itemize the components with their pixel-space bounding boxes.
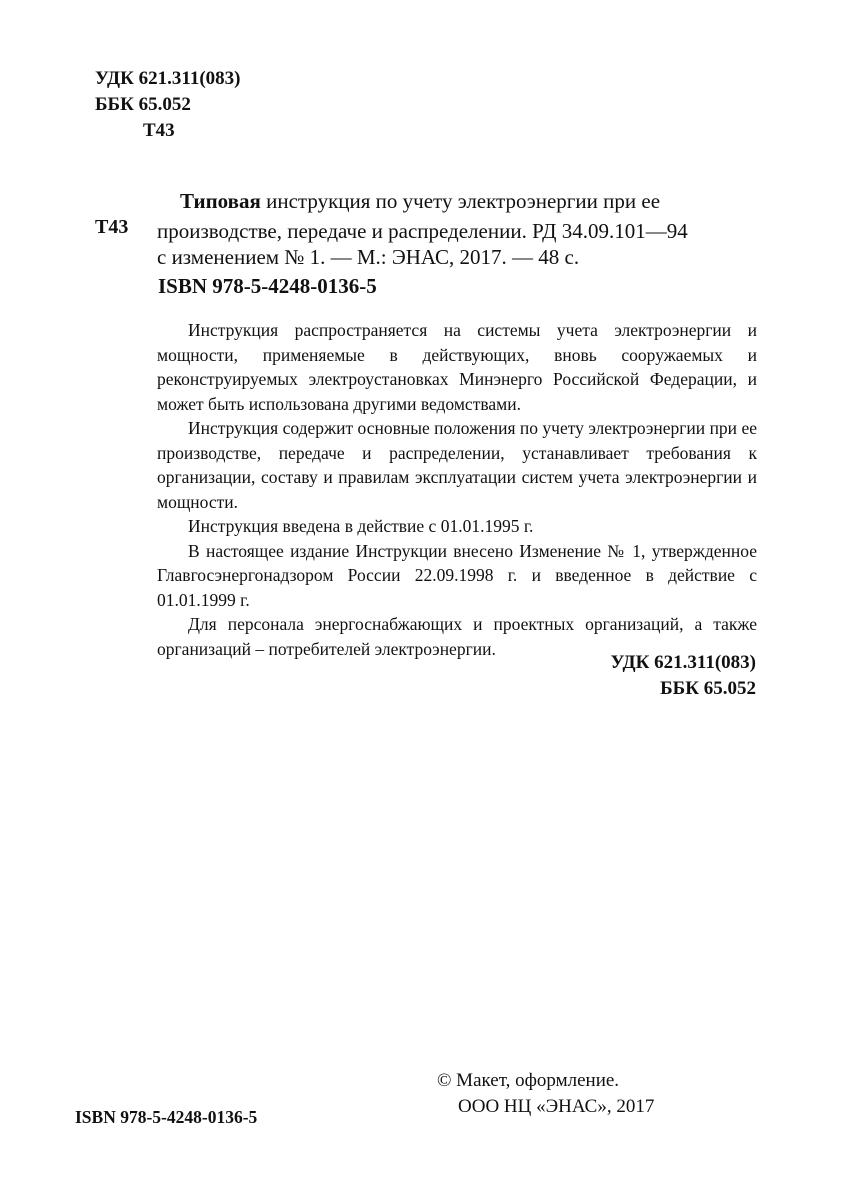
- isbn-main: ISBN 978-5-4248-0136-5: [158, 274, 377, 298]
- author-sign-side: Т43: [95, 216, 129, 238]
- udk-code-top: УДК 621.311(083): [95, 68, 241, 89]
- title-line-2: производстве, передаче и распределении. РД 34.09.101—94: [157, 219, 688, 243]
- title-line-1: [180, 186, 660, 216]
- abstract-paragraph-2: Инструкция содержит основные положения по учету электроэнергии при ее производстве, передаче и распределении, устанавливает требования к организации, составу и правилам эксплуатации систем учета электроэнергии и мощности.: [157, 418, 757, 512]
- abstract-block: [157, 318, 757, 661]
- title-line-1-rest: инструкция по учету электроэнергии при ее: [260, 189, 661, 213]
- copyright-line-2: ООО НЦ «ЭНАС», 2017: [458, 1096, 655, 1117]
- title-line-3: с изменением № 1. — М.: ЭНАС, 2017. — 48 с.: [157, 245, 580, 269]
- copyright-line-1: © Макет, оформление.: [437, 1070, 620, 1091]
- isbn-bottom: ISBN 978-5-4248-0136-5: [75, 1107, 258, 1127]
- bbk-code-top: ББК 65.052: [95, 94, 191, 115]
- bbk-code-bottom: ББК 65.052: [660, 678, 756, 699]
- author-sign-top: Т43: [143, 120, 175, 141]
- abstract-paragraph-5: Для персонала энергоснабжающих и проектных организаций, а также организаций – потребителей электроэнергии.: [157, 614, 757, 659]
- abstract-paragraph-4: В настоящее издание Инструкции внесено Изменение № 1, утвержденное Главгосэнергонадзором России 22.09.1998 г. и введенное в действие с 01.01.1999 г.: [157, 540, 757, 610]
- abstract-paragraph-1: Инструкция распространяется на системы учета электроэнергии и мощности, применяемые в действующих, вновь сооружаемых и реконструируемых электроустановках Минэнерго Российской Федерации, и может быть использована другими ведомствами.: [157, 320, 757, 414]
- abstract-paragraph-3: Инструкция введена в действие с 01.01.1995 г.: [188, 516, 534, 536]
- udk-code-bottom: УДК 621.311(083): [610, 652, 756, 673]
- title-bold-word: Типовая: [180, 189, 261, 213]
